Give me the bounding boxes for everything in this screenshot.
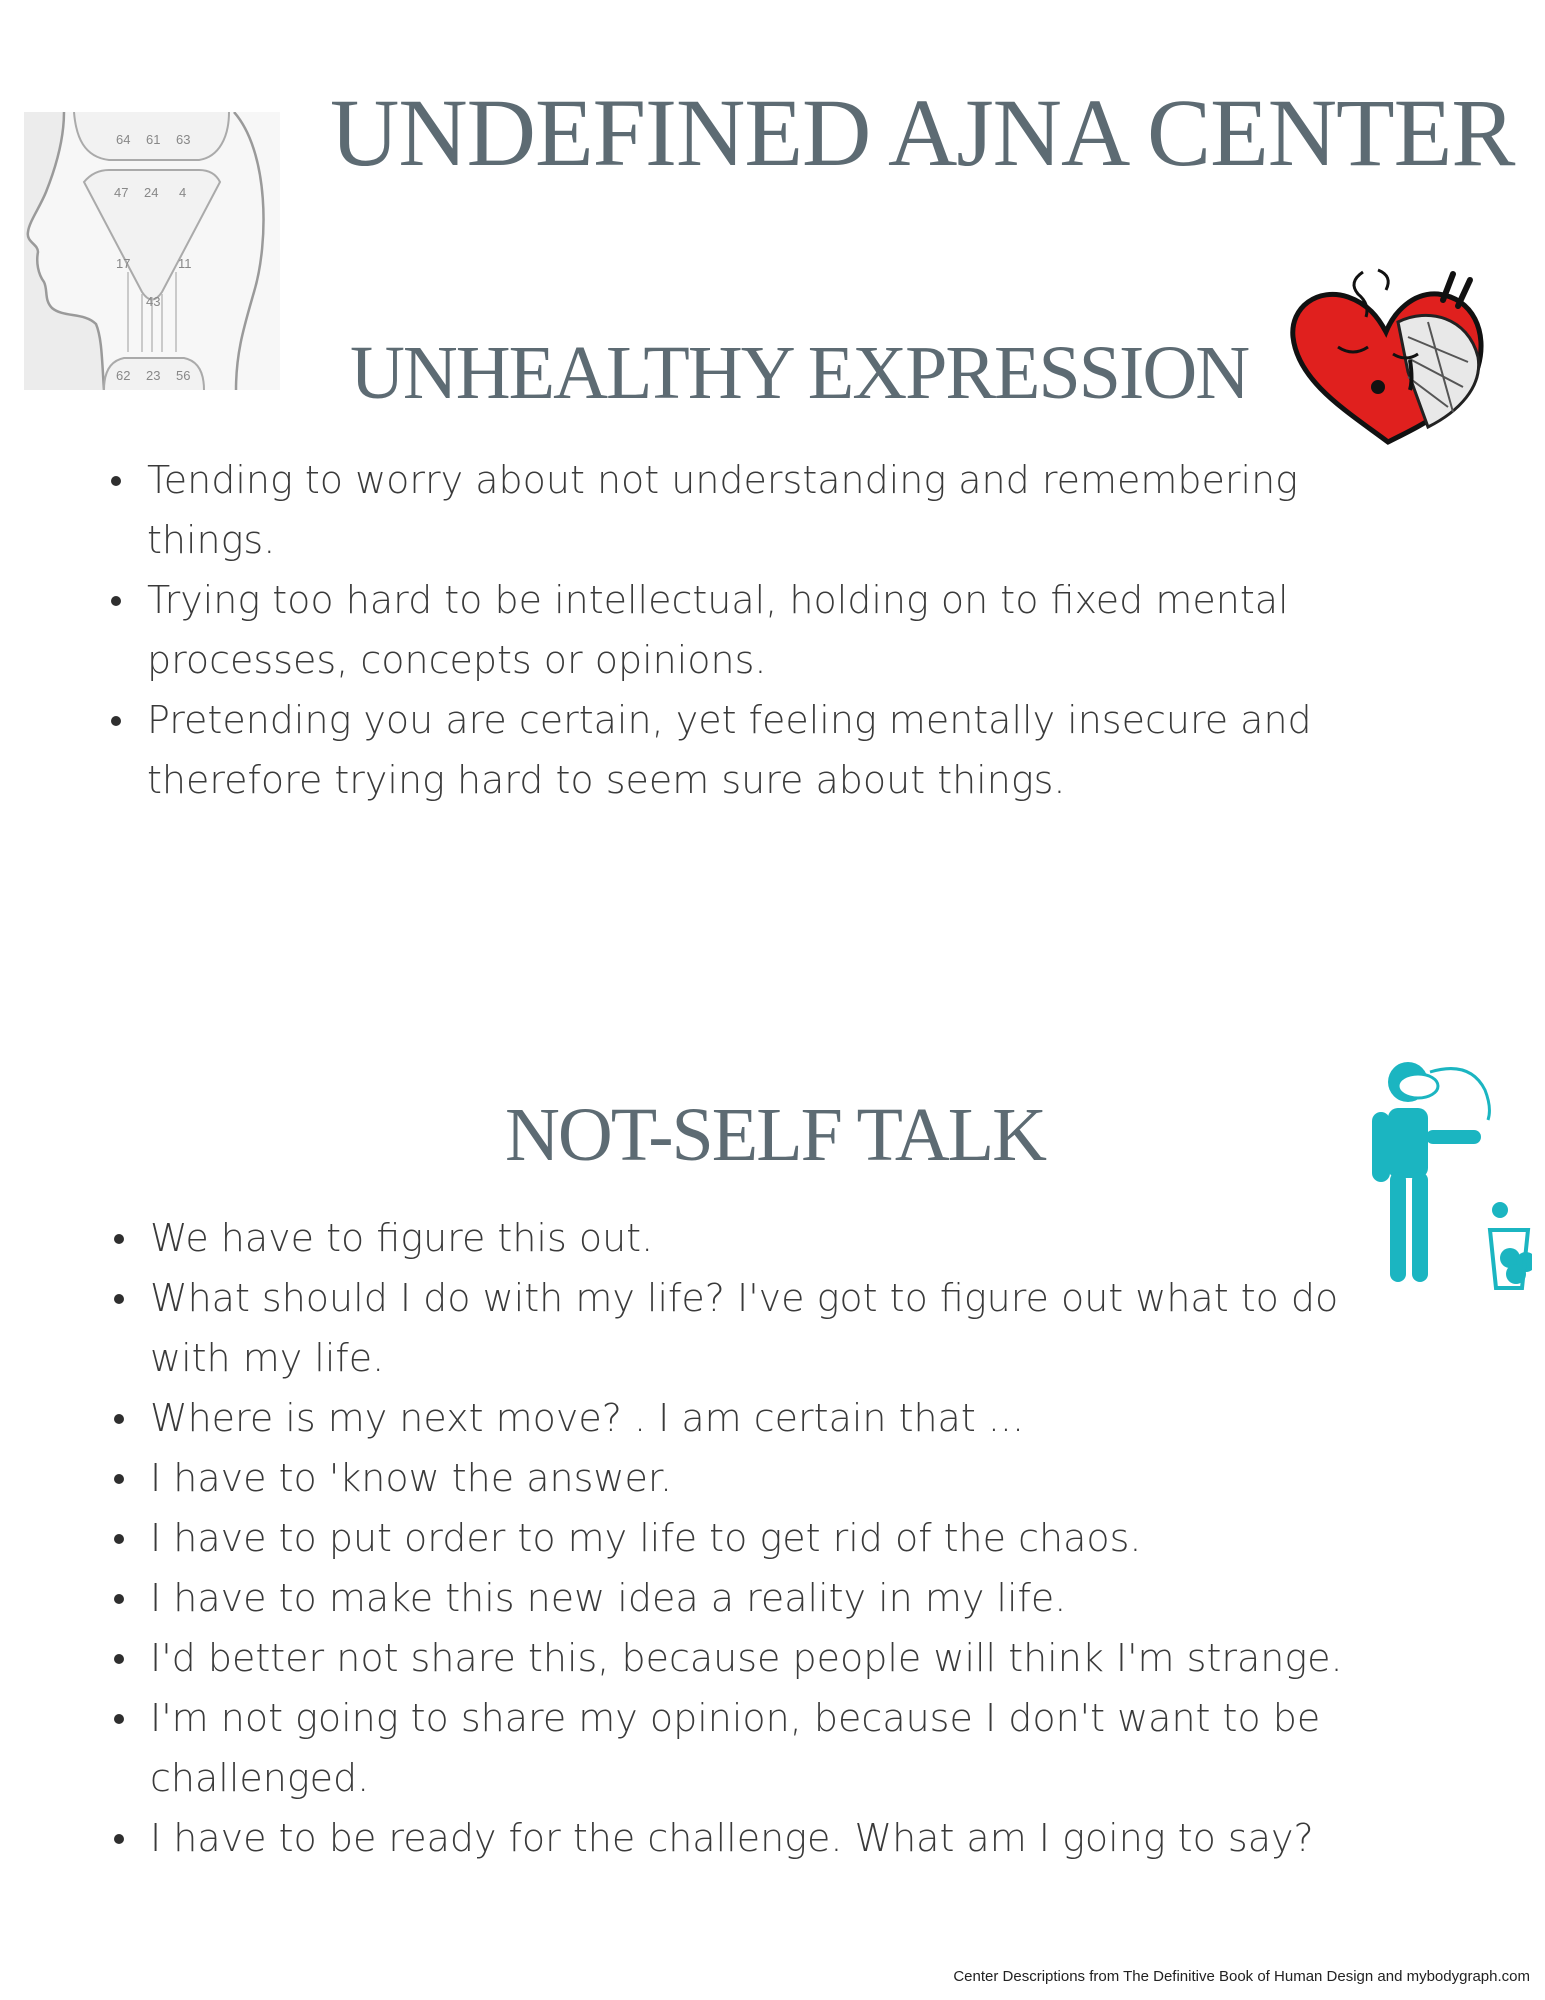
gate-11-label: 11 xyxy=(178,256,192,271)
list-item: Tending to worry about not understanding and remembering things. xyxy=(147,450,1397,570)
gate-62-label: 62 xyxy=(116,368,131,383)
list-item: Where is my next move? . I am certain that ... xyxy=(150,1388,1400,1448)
list-item: Pretending you are certain, yet feeling mentally insecure and therefore trying hard to seem sure about things. xyxy=(147,690,1397,810)
gate-47-label: 47 xyxy=(114,185,129,200)
gate-24-label: 24 xyxy=(144,185,159,200)
notself-list xyxy=(150,1208,1400,1868)
unhealthy-heading: UNHEALTHY EXPRESSION xyxy=(350,331,1249,415)
gate-23-label: 23 xyxy=(146,368,161,383)
gate-61-label: 61 xyxy=(146,132,161,147)
list-item: We have to figure this out. xyxy=(150,1208,1400,1268)
gate-43-label: 43 xyxy=(146,294,161,309)
gate-4-label: 4 xyxy=(179,185,187,200)
list-item: I have to 'know the answer. xyxy=(150,1448,1400,1508)
list-item: I have to be ready for the challenge. What am I going to say? xyxy=(150,1808,1400,1868)
unhealthy-list xyxy=(147,450,1397,810)
footer-credit: Center Descriptions from The Definitive Book of Human Design and mybodygraph.com xyxy=(953,1968,1530,1985)
gate-56-label: 56 xyxy=(176,368,191,383)
gate-63-label: 63 xyxy=(176,132,191,147)
list-item: Trying too hard to be intellectual, holding on to fixed mental processes, concepts or opinions. xyxy=(147,570,1397,690)
gate-17-label: 17 xyxy=(116,256,131,271)
gate-64-label: 64 xyxy=(116,132,131,147)
list-item: What should I do with my life? I've got to figure out what to do with my life. xyxy=(150,1268,1400,1388)
list-item: I'd better not share this, because people will think I'm strange. xyxy=(150,1628,1400,1688)
list-item: I'm not going to share my opinion, because I don't want to be challenged. xyxy=(150,1688,1400,1808)
broken-heart-icon xyxy=(1278,262,1498,447)
notself-heading: NOT-SELF TALK xyxy=(505,1093,1046,1177)
list-item: I have to make this new idea a reality in my life. xyxy=(150,1568,1400,1628)
ajna-diagram-icon xyxy=(24,112,280,390)
page-title: UNDEFINED AJNA CENTER xyxy=(330,79,1515,186)
list-item: I have to put order to my life to get rid of the chaos. xyxy=(150,1508,1400,1568)
